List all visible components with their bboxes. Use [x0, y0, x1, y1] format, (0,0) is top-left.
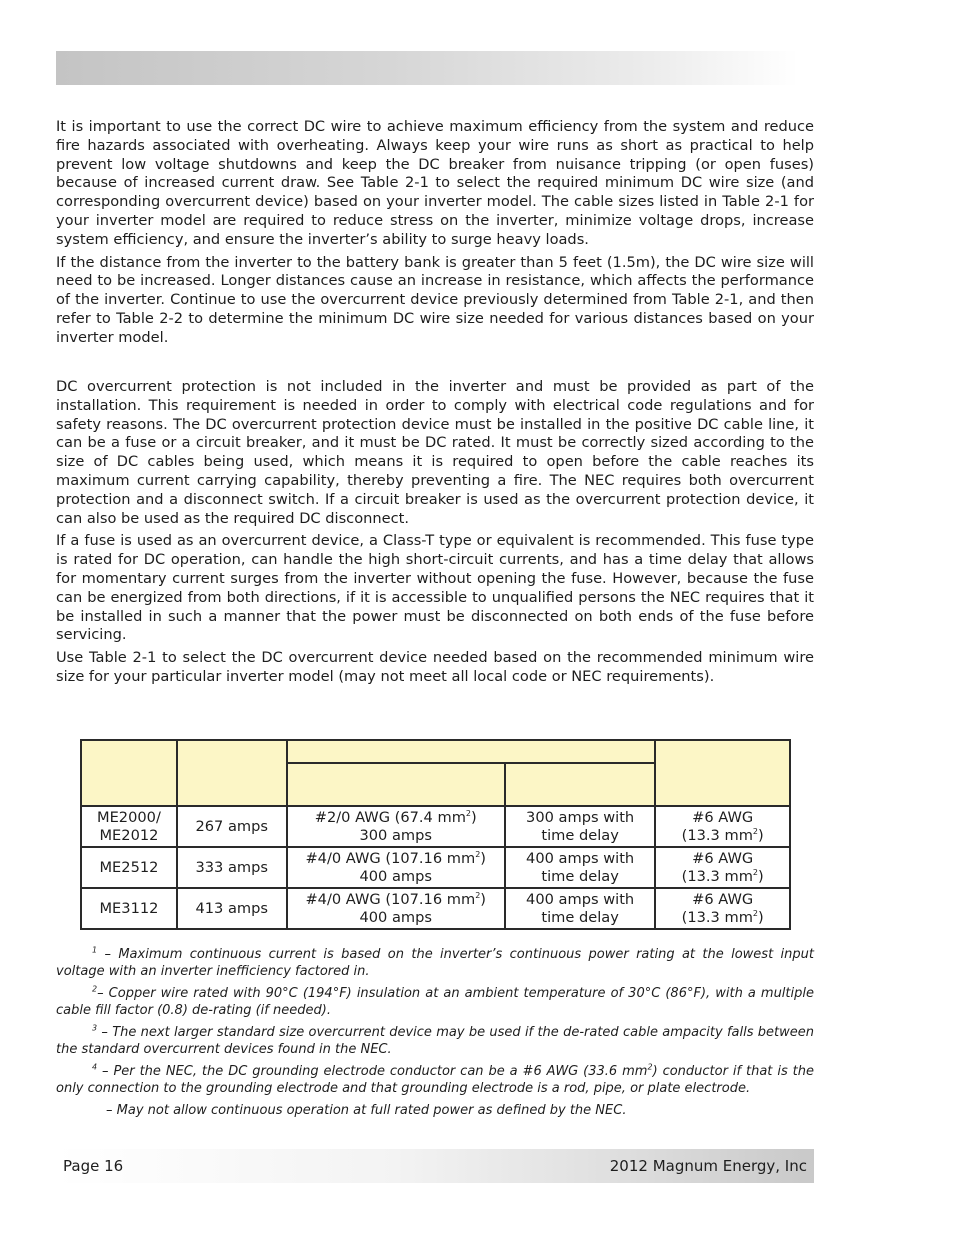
device-cell: 400 amps with time delay [505, 847, 656, 888]
header-cell-wire-group [287, 740, 656, 763]
ground-cell: #6 AWG (13.3 $mm^2$) [655, 806, 790, 847]
wire-size-cell: #2/0 AWG (67.4 $mm^2$) 300 amps [287, 806, 505, 847]
ground-cell: #6 AWG (13.3 $mm^2$) [655, 847, 790, 888]
table-row [81, 806, 790, 847]
section-wire-sizing [56, 118, 814, 352]
device-cell: 300 amps with time delay [505, 806, 656, 847]
page-number: Page 16 [63, 1157, 124, 1175]
model-cell: ME3112 [81, 888, 177, 929]
footer-company: 2012 Magnum Energy, Inc [609, 1157, 807, 1175]
header-band [56, 51, 798, 85]
header-cell-ground [655, 740, 790, 806]
wire-size-cell: #4/0 AWG (107.16 $mm^2$) 400 amps [287, 888, 505, 929]
paragraph: DC overcurrent protection is not included in the inverter and must be provided as part of the installation. This requirement is needed in order to comply with electrical code regulations and for safety reasons. The DC overcurrent protection device must be installed in the positive DC cable line, it can be a fuse or a circuit breaker, and it must be DC rated. It must be correctly sized according to the size of DC cables being used, which means it is required to open before the cable reaches its maximum current carrying capability, thereby preventing a fire. The NEC requires both overcurrent protection and a disconnect switch. If a circuit breaker is used as the overcurrent protection device, it can also be used as the required DC disconnect. [56, 378, 814, 527]
paragraph: If the distance from the inverter to the battery bank is greater than 5 feet (1.5m), the DC wire size will need to be increased. Longer distances cause an increase in resistance, which affects the performance of the inverter. Continue to use the overcurrent device previously determined from Table 2-1, and then refer to Table 2-2 to determine the minimum DC wire size needed for various distances based on your inverter model. [56, 253, 814, 346]
current-cell: 267 amps [177, 806, 287, 847]
paragraph: It is important to use the correct DC wire to achieve maximum efficiency from the system and reduce fire hazards associated with overheating. Always keep your wire runs as short as practical to help prevent low voltage shutdowns and keep the DC breaker from nuisance tripping (or open fuses) because of increased current draw. See Table 2-1 to select the required minimum DC wire size (and corresponding overcurrent device) based on your inverter model. The cable sizes listed in Table 2-1 for your inverter model are required to reduce stress on the inverter, minimize voltage drops, increase system efficiency, and ensure the inverter’s ability to surge heavy loads. [56, 118, 814, 248]
footnote: $^1$ – Maximum continuous current is based on the inverter’s continuous power rating at the lowest input voltage with an inverter inefficiency factored in. [56, 945, 814, 979]
table-footnotes [56, 946, 814, 1124]
device-cell: 400 amps with time delay [505, 888, 656, 929]
footnote: $^3$ – The next larger standard size overcurrent device may be used if the de-rated cable ampacity falls between the standard overcurrent devices found in the NEC. [56, 1023, 814, 1057]
paragraph: If a fuse is used as an overcurrent device, a Class-T type or equivalent is recommended. This fuse type is rated for DC operation, can handle the high short-circuit currents, and has a time delay that allows for momentary current surges from the inverter without opening the fuse. However, because the fuse can be energized from both directions, if it is accessible to unqualified persons the NEC requires that it be installed in such a manner that the power must be disconnected on both ends of the fuse before servicing. [56, 532, 814, 644]
header-cell-device [505, 763, 656, 806]
current-cell: 333 amps [177, 847, 287, 888]
table-row [81, 847, 790, 888]
header-cell-current [177, 740, 287, 806]
dc-wire-size-table [80, 739, 791, 930]
current-cell: 413 amps [177, 888, 287, 929]
header-cell-wire-size [287, 763, 505, 806]
header-cell-model [81, 740, 177, 806]
footnote: $^2$– Copper wire rated with 90°C (194°F) insulation at an ambient temperature of 30°C (86°F), with a multiple cable fill factor (0.8) de-rating (if needed). [56, 984, 814, 1018]
section-overcurrent-protection [56, 378, 814, 691]
wire-size-cell: #4/0 AWG (107.16 $mm^2$) 400 amps [287, 847, 505, 888]
footnote: – May not allow continuous operation at full rated power as defined by the NEC. [106, 1103, 627, 1118]
paragraph: Use Table 2-1 to select the DC overcurrent device needed based on the recommended minimum wire size for your particular inverter model (may not meet all local code or NEC requirements). [56, 649, 814, 685]
table-row [81, 888, 790, 929]
footnote: $^4$ – Per the NEC, the DC grounding electrode conductor can be a #6 AWG (33.6 $mm^2$) conductor if that is the only connection to the grounding electrode and that grounding electrode is a rod, pipe, or plate electrode. [56, 1062, 814, 1096]
model-cell: ME2000/ ME2012 [81, 806, 177, 847]
ground-cell: #6 AWG (13.3 $mm^2$) [655, 888, 790, 929]
model-cell: ME2512 [81, 847, 177, 888]
